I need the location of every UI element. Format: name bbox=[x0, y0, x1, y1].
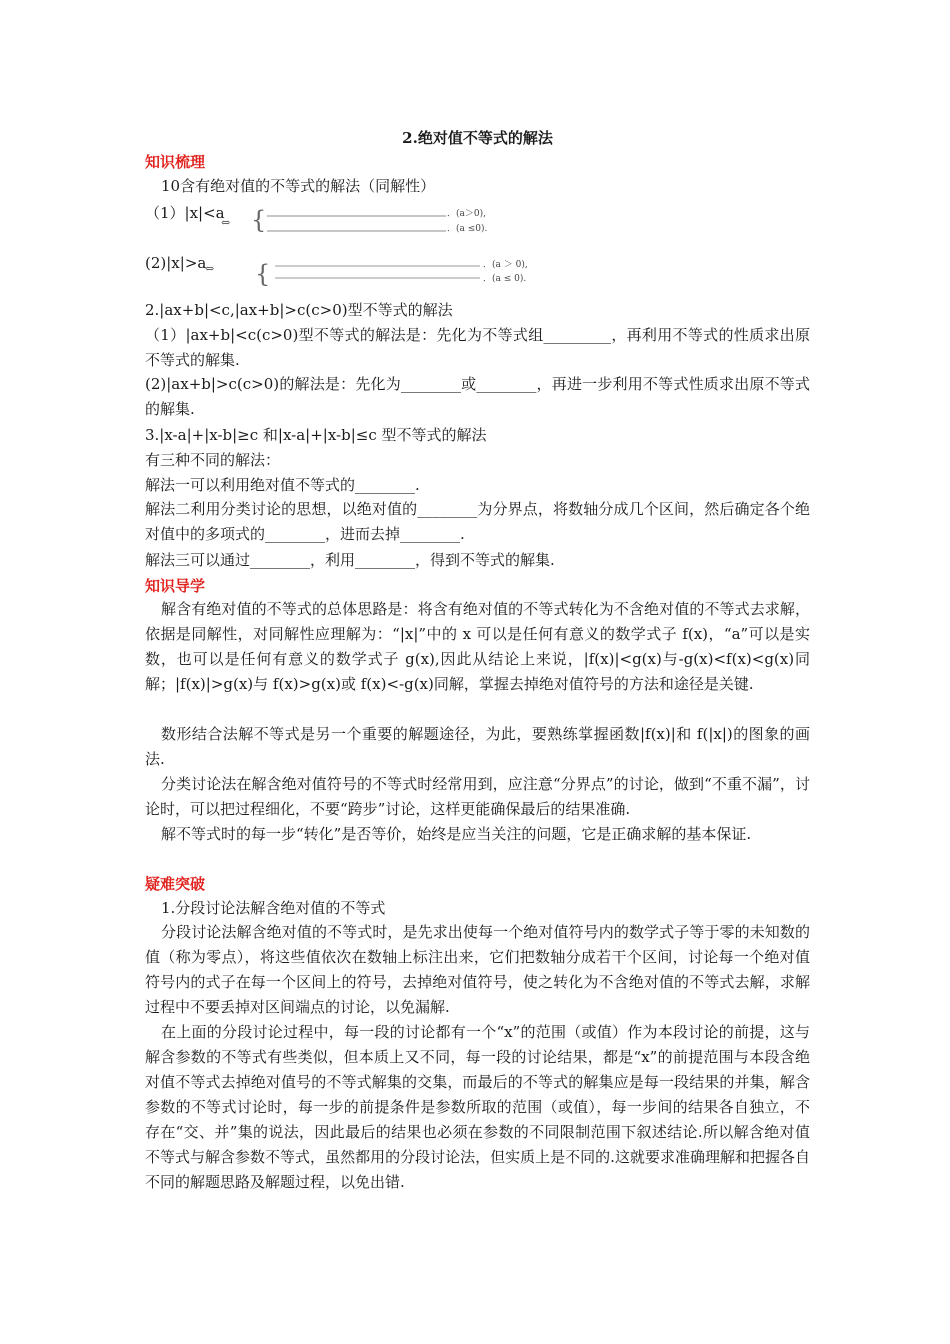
text-line: 2.|ax+b|<c,|ax+b|>c(c>0)型不等式的解法 bbox=[145, 301, 453, 319]
text-line: 1.分段讨论法解含绝对值的不等式 bbox=[161, 899, 386, 917]
text-line: 有三种不同的解法： bbox=[145, 451, 281, 469]
text-line: 10含有绝对值的不等式的解法（同解性） bbox=[161, 177, 436, 195]
formula-abs-greater bbox=[145, 254, 528, 288]
paragraph: （1）|ax+b|<c(c>0)型不等式的解法是：先化为不等式组_________，再利用不等式的性质求出原不等式的解集. bbox=[145, 326, 810, 369]
paragraph: 在上面的分段讨论过程中，每一段的讨论都有一个“x”的范围（或值）作为本段讨论的前提，这与解含参数的不等式有些类似，但本质上又不同，每一段的讨论结果，都是“x”的前提范围与本段含绝对值不等式去掉绝对值号的不等式解集的交集，而最后的不等式的解集应是每一段结果的并集，解含参数的不等式讨论时，每一步的前提条件是参数所取的范围（或值），每一步间的结果各自独立，不存在“交、并”集的说法，因此最后的结果也必须在参数的不同限制范围下叙述结论.所以解含绝对值不等式与解含参数不等式，虽然都用的分段讨论法，但实质上是不同的.这就要求准确理解和把握各自不同的解题思路及解题过程，以免出错. bbox=[145, 1023, 810, 1191]
svg-text:⇔: ⇔ bbox=[221, 216, 231, 229]
section-heading-difficulty-breakthrough: 疑难突破 bbox=[145, 875, 206, 893]
svg-text:{: { bbox=[255, 260, 271, 288]
paragraph: 数形结合法解不等式是另一个重要的解题途径，为此，要熟练掌握函数|f(x)|和 f(|x|)的图象的画法. bbox=[145, 725, 810, 768]
text-line: 3.|x-a|+|x-b|≥c 和|x-a|+|x-b|≤c 型不等式的解法 bbox=[145, 426, 487, 444]
formula-label: (2)|x|>a bbox=[145, 254, 207, 272]
condition-2: ．(a ≤ 0). bbox=[483, 274, 527, 284]
document-title: 2.绝对值不等式的解法 bbox=[402, 129, 553, 147]
paragraph: 解法二利用分类讨论的思想，以绝对值的________为分界点，将数轴分成几个区间，然后确定各个绝对值中的多项式的________，进而去掉________. bbox=[145, 500, 810, 543]
formula-brace bbox=[221, 200, 541, 236]
condition-1: ．(a＞0), bbox=[447, 209, 486, 219]
formula-abs-less bbox=[145, 202, 488, 234]
condition-2: ．(a ≤0). bbox=[447, 224, 488, 234]
text-line: 解法一可以利用绝对值不等式的________. bbox=[145, 476, 420, 494]
formula-brace bbox=[205, 254, 725, 290]
section-heading-knowledge-guide: 知识导学 bbox=[145, 577, 206, 595]
formula-label: （1）|x|<a bbox=[145, 204, 225, 222]
paragraph: 分类讨论法在解含绝对值符号的不等式时经常用到，应注意“分界点”的讨论，做到“不重不漏”，讨论时，可以把过程细化，不要“跨步”讨论，这样更能确保最后的结果准确. bbox=[145, 775, 810, 818]
svg-text:{: { bbox=[251, 206, 267, 234]
paragraph: 解含有绝对值的不等式的总体思路是：将含有绝对值的不等式转化为不含绝对值的不等式去求解，依据是同解性，对同解性应理解为：“|x|”中的 x 可以是任何有意义的数学式子 f(x)，“a”可以是实数，也可以是任何有意义的数学式子 g(x),因此从结论上来说，|f(x)|<g(x)与-g(x)<f(x)<g(x)同解；|f(x)|>g(x)与 f(x)>g(x)或 f(x)<-g(x)同解，掌握去掉绝对值符号的方法和途径是关键. bbox=[145, 600, 810, 693]
condition-1: ．(a ＞ 0), bbox=[483, 260, 528, 270]
section-heading-knowledge-review: 知识梳理 bbox=[145, 153, 206, 171]
text-line: 解法三可以通过________，利用________，得到不等式的解集. bbox=[145, 551, 555, 569]
paragraph: 解不等式时的每一步“转化”是否等价，始终是应当关注的问题，它是正确求解的基本保证. bbox=[161, 825, 752, 843]
svg-text:⇔: ⇔ bbox=[205, 262, 215, 275]
paragraph: (2)|ax+b|>c(c>0)的解法是：先化为________或________，再进一步利用不等式性质求出原不等式的解集. bbox=[145, 375, 810, 418]
paragraph: 分段讨论法解含绝对值的不等式时，是先求出使每一个绝对值符号内的数学式子等于零的未知数的值（称为零点），将这些值依次在数轴上标注出来，它们把数轴分成若干个区间，讨论每一个绝对值符号内的式子在每一个区间上的符号，去掉绝对值符号，使之转化为不含绝对值的不等式去解，求解过程中不要丢掉对区间端点的讨论，以免漏解. bbox=[145, 923, 810, 1016]
